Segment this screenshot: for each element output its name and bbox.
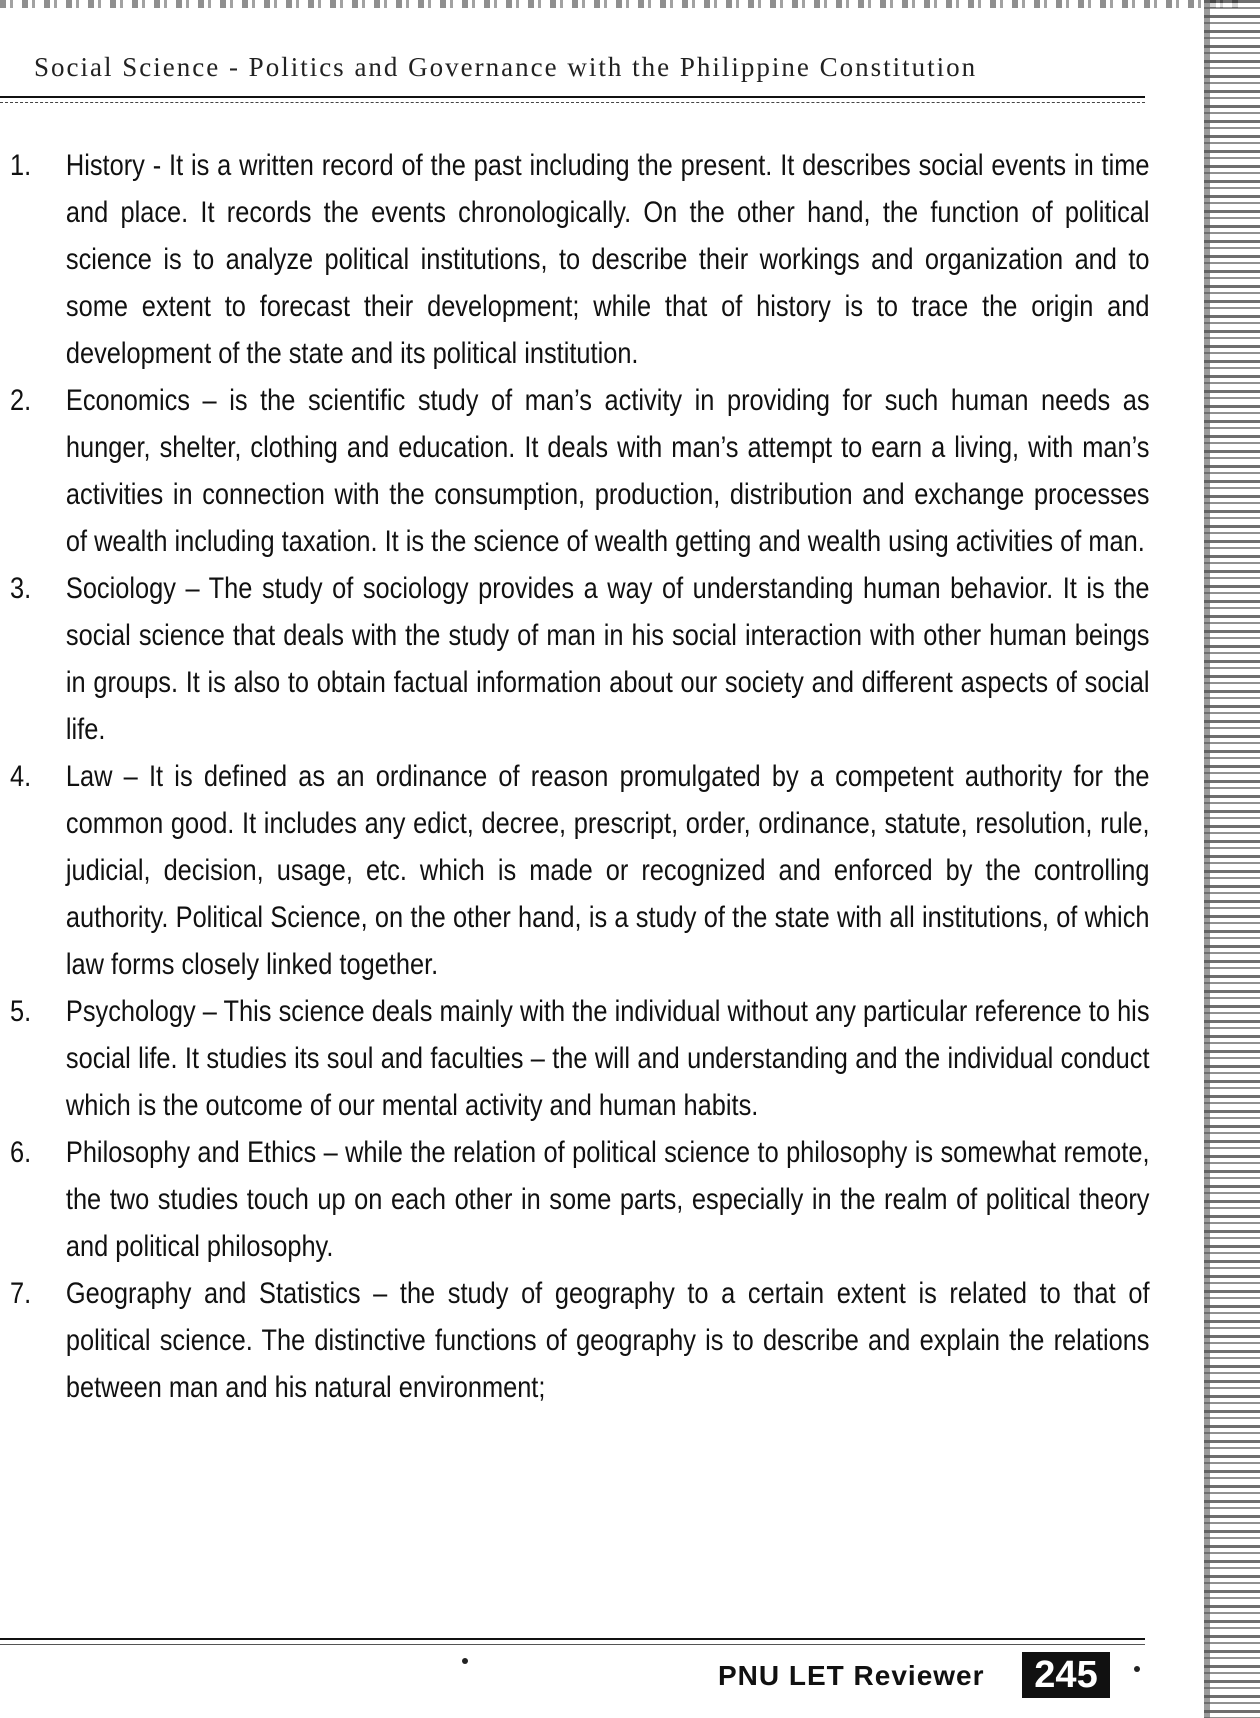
item-text: Geography and Statistics – the study of geography to a certain extent is related to that of political science. The distinctive functions of geography is to describe and explain the relations between man and his natural environment;	[65, 1277, 1150, 1404]
numbered-list	[10, 142, 1150, 1411]
item-text: Philosophy and Ethics – while the relation of political science to philosophy is somewhat remote, the two studies touch up on each other in some parts, especially in the realm of political theory and political philosophy.	[65, 1136, 1150, 1263]
item-text: Psychology – This science deals mainly with the individual without any particular reference to his social life. It studies its soul and faculties – the will and understanding and the individual conduct which is the outcome of our mental activity and human habits.	[65, 995, 1150, 1122]
page-number-badge: 245	[1022, 1652, 1110, 1698]
item-text: Law – It is defined as an ordinance of reason promulgated by a competent authority for the common good. It includes any edict, decree, prescript, order, ordinance, statute, resolution, rule, judicial, decision, usage, etc. which is made or recognized and enforced by the controlling authority. Political Science, on the other hand, is a study of the state with all institutions, of which law forms closely linked together.	[65, 760, 1150, 981]
scan-edge-right	[1204, 0, 1260, 1718]
item-number: 3.	[10, 572, 32, 605]
page-body	[10, 142, 1150, 1411]
list-item	[10, 377, 1150, 565]
footer-rule	[0, 1638, 1145, 1640]
item-number: 5.	[10, 995, 32, 1028]
list-item	[10, 142, 1150, 377]
header-rule	[0, 96, 1145, 98]
item-text: Economics – is the scientific study of man’s activity in providing for such human needs as hunger, shelter, clothing and education. It deals with man’s attempt to earn a living, with man’s activities in connection with the consumption, production, distribution and exchange processes of wealth including taxation. It is the science of wealth getting and wealth using activities of man.	[65, 384, 1150, 558]
list-item	[10, 1270, 1150, 1411]
scan-speck	[1134, 1666, 1140, 1672]
running-header: Social Science - Politics and Governance with the Philippine Constitution	[34, 52, 978, 82]
scan-speck	[462, 1658, 468, 1664]
item-number: 2.	[10, 384, 32, 417]
list-item	[10, 988, 1150, 1129]
item-number: 7.	[10, 1277, 32, 1310]
list-item	[10, 753, 1150, 988]
item-text: Sociology – The study of sociology provides a way of understanding human behavior. It is the social science that deals with the study of man in his social interaction with other human beings in groups. It is also to obtain factual information about our society and different aspects of social life.	[65, 572, 1150, 746]
footer-rule-secondary	[0, 1644, 1145, 1645]
list-item	[10, 1129, 1150, 1270]
footer-label: PNU LET Reviewer	[718, 1660, 985, 1691]
list-item	[10, 565, 1150, 753]
header-rule-secondary	[0, 102, 1145, 103]
item-number: 4.	[10, 760, 32, 793]
item-number: 6.	[10, 1136, 32, 1169]
item-text: History - It is a written record of the past including the present. It describes social events in time and place. It records the events chronologically. On the other hand, the function of political science is to analyze political institutions, to describe their workings and organization and to some extent to forecast their development; while that of history is to trace the origin and development of the state and its political institution.	[65, 149, 1150, 370]
scan-edge-top	[0, 0, 1240, 8]
item-number: 1.	[10, 149, 32, 182]
